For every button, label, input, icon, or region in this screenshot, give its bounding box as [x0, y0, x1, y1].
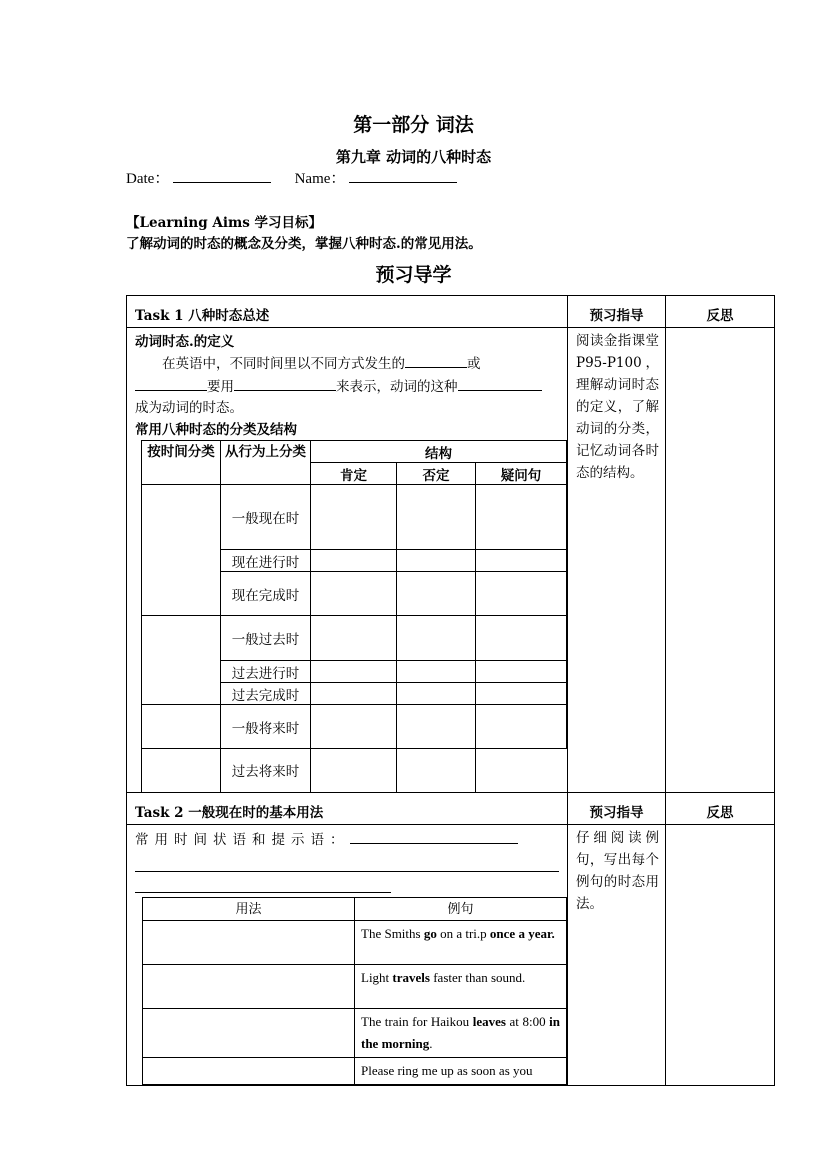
usage-cell[interactable]: [143, 1008, 355, 1057]
learning-aims-text: 了解动词的时态的概念及分类，掌握八种时态.的常见用法。: [126, 236, 482, 252]
para-text-3: 来表示，动词的这种: [336, 379, 458, 395]
col-positive-header: 肯定: [311, 463, 397, 485]
task1-reflect-cell[interactable]: [666, 328, 775, 793]
para-text-2: 要用: [207, 379, 234, 395]
task1-body-row: [127, 328, 775, 793]
question-cell[interactable]: [476, 683, 567, 705]
negative-cell[interactable]: [397, 705, 476, 749]
learning-aims-heading: 【Learning Aims 学习目标】: [126, 215, 323, 231]
hint-blank-3[interactable]: [135, 872, 391, 893]
negative-cell[interactable]: [397, 485, 476, 550]
col-example-header: 例句: [355, 897, 567, 920]
para-text-4: 成为动词的时态。: [135, 400, 243, 416]
task2-reflect-cell[interactable]: [666, 824, 775, 1085]
name-label: Name：: [294, 171, 346, 187]
hint-blank-2[interactable]: [135, 851, 559, 872]
example-cell: The train for Haikou leaves at 8:00 in the morning.: [355, 1008, 567, 1057]
task2-header-row: [127, 792, 775, 824]
positive-cell[interactable]: [311, 749, 397, 792]
preview-title: 预习导学: [375, 264, 452, 286]
negative-cell[interactable]: [397, 661, 476, 683]
blank-2[interactable]: [135, 375, 207, 391]
question-cell[interactable]: [476, 485, 567, 550]
name-field[interactable]: [349, 168, 457, 183]
blank-1[interactable]: [405, 352, 467, 368]
positive-cell[interactable]: [311, 661, 397, 683]
definition-paragraph: [127, 352, 567, 375]
time-cell-future[interactable]: [142, 705, 221, 749]
tense-label: 现在完成时: [221, 572, 311, 616]
definition-label: 动词时态.的定义: [135, 334, 235, 350]
usage-table: [142, 897, 567, 1085]
negative-cell[interactable]: [397, 550, 476, 572]
date-name-line: [126, 167, 457, 188]
para-text-or: 或: [467, 356, 481, 372]
time-cell-present[interactable]: [142, 485, 221, 616]
usage-cell[interactable]: [143, 1057, 355, 1084]
para-text-1: 在英语中，不同时间里以不同方式发生的: [162, 356, 405, 372]
usage-cell[interactable]: [143, 920, 355, 964]
hint-blank-1[interactable]: [350, 829, 518, 844]
positive-cell[interactable]: [311, 572, 397, 616]
negative-cell[interactable]: [397, 683, 476, 705]
part-title: 第一部分 词法: [353, 114, 474, 136]
task1-header-row: [127, 296, 775, 328]
question-cell[interactable]: [476, 616, 567, 661]
example-cell: The Smiths go on a tri.p once a year.: [355, 920, 567, 964]
negative-cell[interactable]: [397, 749, 476, 792]
date-field[interactable]: [173, 168, 271, 183]
definition-paragraph-2: [127, 375, 567, 398]
example-cell: Light travels faster than sound.: [355, 964, 567, 1008]
task2-guide-text: 仔细阅读例句，写出每个例句的时态用法。: [576, 829, 659, 912]
chapter-title: 第九章 动词的八种时态: [335, 148, 492, 166]
positive-cell[interactable]: [311, 705, 397, 749]
tense-label: 一般现在时: [221, 485, 311, 550]
tense-label: 过去进行时: [221, 661, 311, 683]
task1-guide-header: 预习指导: [589, 308, 644, 324]
task1-title: Task 1 八种时态总述: [135, 308, 270, 324]
question-cell[interactable]: [476, 705, 567, 749]
col-usage-header: 用法: [143, 897, 355, 920]
blank-4[interactable]: [458, 375, 542, 391]
tense-label: 一般将来时: [221, 705, 311, 749]
col-structure-header: 结构: [311, 441, 567, 463]
task1-reflect-header: 反思: [706, 308, 734, 324]
col-aspect-header: 从行为上分类: [221, 441, 311, 485]
col-time-header: 按时间分类: [142, 441, 221, 485]
blank-3[interactable]: [234, 375, 336, 391]
question-cell[interactable]: [476, 749, 567, 792]
date-label: Date：: [126, 171, 170, 187]
positive-cell[interactable]: [311, 683, 397, 705]
example-cell: Please ring me up as soon as you: [355, 1057, 567, 1084]
tense-label: 一般过去时: [221, 616, 311, 661]
tense-label: 过去完成时: [221, 683, 311, 705]
time-cell-past-future[interactable]: [142, 749, 221, 792]
col-question-header: 疑问句: [476, 463, 567, 485]
negative-cell[interactable]: [397, 572, 476, 616]
positive-cell[interactable]: [311, 485, 397, 550]
task2-guide-header: 预习指导: [589, 804, 644, 821]
task2-title: Task 2 一般现在时的基本用法: [135, 804, 324, 821]
hint-line: [127, 825, 567, 851]
col-negative-header: 否定: [397, 463, 476, 485]
tense-structure-table: [141, 440, 567, 792]
positive-cell[interactable]: [311, 616, 397, 661]
task2-reflect-header: 反思: [706, 804, 734, 821]
task2-body-row: [127, 824, 775, 1085]
main-table: [126, 295, 775, 1086]
time-cell-past[interactable]: [142, 616, 221, 705]
hint-label: 常用时间状语和提示语：: [135, 831, 350, 848]
task1-guide-text: 阅读金指课堂P95-P100，理解动词时态的定义，了解动词的分类，记忆动词各时态的结构。: [576, 333, 659, 481]
question-cell[interactable]: [476, 572, 567, 616]
tense-label: 现在进行时: [221, 550, 311, 572]
negative-cell[interactable]: [397, 616, 476, 661]
tense-label: 过去将来时: [221, 749, 311, 792]
positive-cell[interactable]: [311, 550, 397, 572]
usage-cell[interactable]: [143, 964, 355, 1008]
question-cell[interactable]: [476, 550, 567, 572]
question-cell[interactable]: [476, 661, 567, 683]
classify-label: 常用八种时态的分类及结构: [135, 422, 297, 438]
